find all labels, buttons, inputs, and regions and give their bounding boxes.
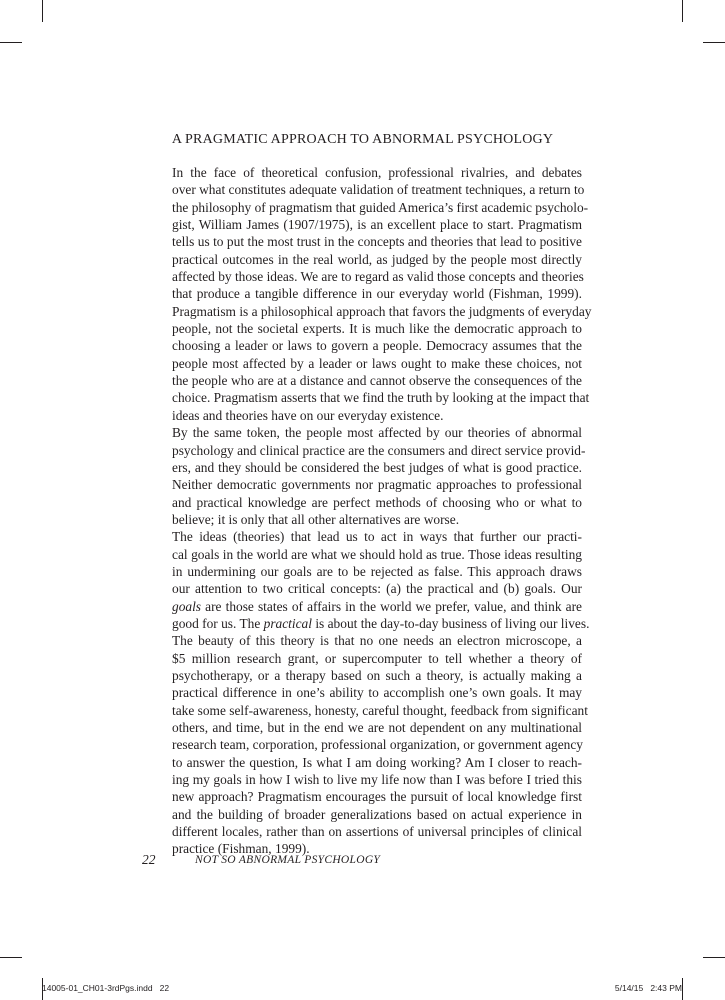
text-line: the people who are at a distance and cannot observe the consequences of the	[172, 373, 582, 389]
text-line: practice (Fishman, 1999).	[172, 841, 310, 857]
text-line: ing my goals in how I wish to live my life now than I was before I tried this	[172, 772, 582, 788]
text-line: gist, William James (1907/1975), is an excellent place to start. Pragmatism	[172, 217, 582, 233]
text-line: people, not the societal experts. It is much like the democratic approach to	[172, 321, 582, 337]
text-line: $5 million research grant, or supercomputer to tell whether a theory of	[172, 650, 582, 666]
text-line: our attention to two critical concepts: (a) the practical and (b) goals. Our	[172, 581, 582, 597]
text-line: goals are those states of affairs in the world we prefer, value, and think are	[172, 598, 582, 614]
crop-mark-left-upper	[0, 42, 22, 43]
text-line: In the face of theoretical confusion, professional rivalries, and debates	[172, 165, 582, 180]
text-line: good for us. The practical is about the day-to-day business of living our lives.	[172, 615, 590, 631]
text-line: research team, corporation, professional organization, or government agency	[172, 737, 583, 753]
text-line: psychology and clinical practice are the consumers and direct service provid-	[172, 442, 586, 458]
crop-mark-top-right	[682, 0, 683, 22]
text-line: tells us to put the most trust in the concepts and theories that lead to positive	[172, 234, 582, 250]
text-line: choice. Pragmatism asserts that we find the truth by looking at the impact that	[172, 390, 590, 406]
slug-filename: 14005-01_CH01-3rdPgs.indd 22	[42, 983, 170, 993]
text-line: and practical knowledge are perfect methods of choosing who or what to	[172, 494, 582, 510]
text-line: psychotherapy, or a therapy based on such a theory, is actually making a	[172, 667, 582, 683]
text-line: in undermining our goals are to be rejected as false. This approach draws	[172, 563, 582, 579]
text-line: The ideas (theories) that lead us to act in ways that further our practi-	[172, 529, 582, 545]
paragraph	[142, 164, 592, 424]
text-line: take some self-awareness, honesty, careful thought, feedback from significant	[172, 702, 588, 718]
text-line: affected by those ideas. We are to regard as valid those concepts and theories	[172, 269, 584, 285]
text-line: ers, and they should be considered the best judges of what is good practice.	[172, 459, 582, 475]
text-line: new approach? Pragmatism encourages the pursuit of local knowledge first	[172, 789, 582, 805]
text-line: the philosophy of pragmatism that guided America’s first academic psycholo-	[172, 199, 589, 215]
crop-mark-bottom-right	[682, 978, 683, 1000]
text-line: Neither democratic governments nor pragmatic approaches to professional	[172, 477, 582, 493]
text-line: different locales, rather than on assertions of universal principles of clinical	[172, 824, 582, 840]
crop-mark-left-lower	[0, 957, 22, 958]
text-line: practical difference in one’s ability to accomplish one’s own goals. It may	[172, 685, 582, 701]
emphasized-term: goals	[172, 598, 202, 614]
text-line: choosing a leader or laws to govern a people. Democracy assumes that the	[172, 338, 582, 354]
paragraph	[142, 424, 586, 528]
section-heading: A PRAGMATIC APPROACH TO ABNORMAL PSYCHOLOGY	[171, 132, 554, 147]
text-line: people most affected by a leader or laws ought to make these choices, not	[172, 355, 582, 371]
text-line: over what constitutes adequate validation of treatment techniques, a return to	[172, 182, 585, 198]
text-line: Pragmatism is a philosophical approach that favors the judgments of everyday	[172, 303, 592, 319]
text-line: and the building of broader generalizations based on actual experience in	[172, 806, 582, 822]
body-text	[142, 164, 592, 858]
text-line: ideas and theories have on our everyday existence.	[172, 407, 444, 423]
text-line: The beauty of this theory is that no one needs an electron microscope, a	[172, 633, 582, 649]
paragraph	[142, 528, 590, 858]
emphasized-term: practical	[263, 615, 312, 631]
page-number: 22	[142, 852, 156, 867]
text-line: others, and time, but in the end we are not dependent on any multinational	[172, 720, 582, 735]
text-line: practical outcomes in the real world, as judged by the people most directly	[172, 251, 582, 267]
text-line: that produce a tangible difference in our everyday world (Fishman, 1999).	[172, 286, 582, 302]
crop-mark-right-lower	[703, 957, 725, 958]
text-line: to answer the question, Is what I am doing working? Am I closer to reach-	[172, 754, 582, 770]
slug-timestamp: 5/14/15 2:43 PM	[614, 983, 682, 993]
running-head: NOT SO ABNORMAL PSYCHOLOGY	[195, 854, 381, 866]
text-line: believe; it is only that all other alternatives are worse.	[172, 511, 460, 527]
crop-mark-right-upper	[703, 42, 725, 43]
text-line: cal goals in the world are what we should hold as true. Those ideas resulting	[172, 546, 582, 562]
text-line: By the same token, the people most affected by our theories of abnormal	[172, 425, 582, 441]
crop-mark-top-left	[42, 0, 43, 22]
